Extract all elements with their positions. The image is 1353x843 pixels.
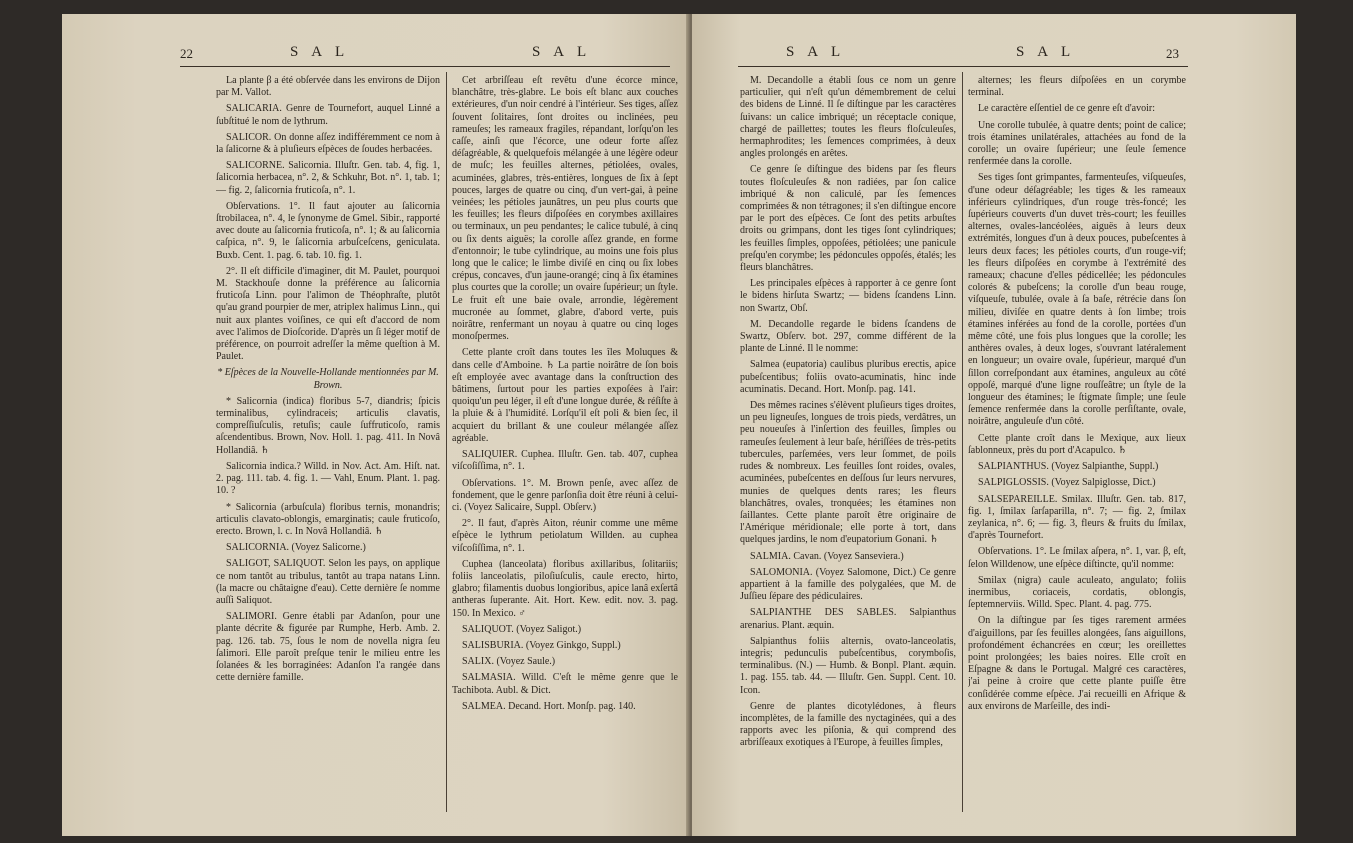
paragraph: M. Decandolle regarde le bidens ſcandens de Swartz, Obſerv. bot. 297, comme différent de la plante de Linné. Il le nomme: — [740, 318, 956, 355]
paragraph: SALMIA. Cavan. (Voyez Sanseviera.) — [750, 550, 904, 562]
right-column-1 — [740, 75, 956, 815]
paragraph: Ses tiges ſont grimpantes, farmenteuſes, viſqueuſes, d'une odeur déſagréable; les tiges & les rameaux inférieurs cylindriques, d'un rouge très-foncé; les ſupérieurs couverts d'un duvet très-court; les feuilles alternes, ovales-lancéolées, aiguës à leurs deux extrémités, longues d'un à deux pouces, pubeſcentes à leurs deux faces; les pétioles courts, d'un rouge-vif; les fleurs diſpoſées en corymbe à l'extrémité des rameaux; chacune d'elles pédicellée; les pédoncules colorés & pubeſcens; la corolle d'un beau rouge, viſqueuſe, tubulée, ovale à ſa baſe, rétrécie dans ſon milieu, diviſée en quatre dents à ſon limbe; trois étamines inférées au fond de la corolle, portées d'un même côté, une fois plus longues que la corolle; les anthères ovales, à deux loges, s'ouvrant latéralement en longueur; un ovaire ovale, ſupérieur, marqué d'un ſillon correſpondant aux étamines, anguleux au côté oppoſé, marqué d'une ligne rouſſeâtre; un ſtyle de la longueur des étamines; le ſtigmate ſimple; une ſeule ſemence renfermée dans la corolle perſiſtante, ovale, noirâtre, anguleuſe d'un côté. — [968, 172, 1186, 428]
paragraph: Des mêmes racines s'élèvent pluſieurs tiges droites, un peu ligneuſes, longues de trois pieds, verdâtres, un peu noueuſes à l'inſertion des feuilles, ſimples ou rameuſes ſeulement à leur baſe, hériſſées de très-petits tubercules, parſemées, vers leur ſommet, de poils rudes & nombreux. Les feuilles ſont roides, ovales, acuminées, pubeſcentes en deſſous ſur leurs nervures, munies de quelques dents rares; les fleurs blanchâtres, ovales, tronquées; les étamines non ſaillantes. Cette plante paroît être originaire de l'Amérique méridionale; elle porte à tort, dans quelques jardins, le nom d'eupatorium Gonani. ♄ — [740, 400, 956, 546]
right-running-head: S A L — [1016, 44, 1076, 60]
paragraph: Une corolle tubulée, à quatre dents; point de calice; trois étamines unilatérales, attachées au fond de la corolle; un ovaire ſupérieur; une ſeule ſemence renfermée dans la corolle. — [968, 119, 1186, 168]
left-column-2 — [452, 75, 678, 815]
paragraph: M. Decandolle a établi ſous ce nom un genre particulier, qui n'eſt qu'un démembrement de celui des bidens de Linné. Il ſe diſtingue par les caractères ſuivans: un calice imbriqué; un réceptacle conique, chargé de paillettes; toutes les fleurs floſculeuſes, hermaphrodites; les ſemences comprimées, à deux angles prolongés en arêtes. — [740, 75, 956, 160]
right-header-rule — [738, 66, 1188, 67]
paragraph: Cette plante croît dans toutes les îles Moluques & dans celle d'Amboine. ♄ La partie noirâtre de ſon bois eſt employée avec avantage dans la conſtruction des bâtimens, ſurtout pour les parties expoſées à l'air: quoiqu'un peu léger, il eſt d'une longue durée, & réſiſte à la pluie & à l'humidité. Lorſqu'il eſt poli & bien ſec, il acquiert du brillant & une couleur mélangée aſſez agréable. — [452, 347, 678, 444]
right-running-head-left: S A L — [786, 44, 846, 60]
paragraph: SALICOR. On donne aſſez indifféremment ce nom à la ſalicorne & à pluſieurs eſpèces de ſoudes herbacées. — [216, 131, 440, 156]
paragraph: Obſervations. 1°. M. Brown penſe, avec aſſez de fondement, que le genre parſonſia doit être réuni à celui-ci. (Voyez Salicaire, Suppl. Obſerv.) — [452, 477, 678, 513]
paragraph: SALIGOT, SALIQUOT. Selon les pays, on applique ce nom tantôt au tribulus, tantôt au trapa natans Linn. (la macre ou châtaigne d'eau). Cette dernière ſe nomme auſſi Saliquot. — [216, 558, 440, 606]
paragraph: * Eſpèces de la Nouvelle-Hollande mentionnées par M. Brown. — [217, 367, 439, 391]
right-folio: 23 — [1166, 46, 1179, 61]
left-column-1 — [216, 75, 440, 815]
paragraph: On la diſtingue par ſes tiges rarement armées d'aiguillons, par ſes feuilles alongées, ſans aiguillons, profondément échancrées en cœur; les oreillettes point prolongées; les baies noires. Elle croît en Eſpagne & dans le Portugal. Malgré ces caractères, j'ai peine à croire que cette plante puiſſe être conſidérée comme eſpèce. J'ai recueilli en Afrique & aux environs de Marſeille, des indi- — [968, 615, 1186, 712]
left-folio: 22 — [180, 46, 193, 61]
paragraph: SALPIANTHUS. (Voyez Salpianthe, Suppl.) — [978, 461, 1159, 473]
paragraph: SALICARIA. Genre de Tournefort, auquel Linné a ſubſtitué le nom de lythrum. — [216, 103, 440, 127]
paragraph: SALOMONIA. (Voyez Salomone, Dict.) Ce genre appartient à la famille des polygalées, que M. de Juſſieu ſépare des pédiculaires. — [740, 566, 956, 603]
left-running-head: S A L — [290, 44, 350, 60]
paragraph: Cuphea (lanceolata) floribus axillaribus, ſolitariis; foliis lanceolatis, piloſiuſculis, caule erecto, hirto, glabro; filamentis duobus longioribus, apice lanâ exſertâ antheras ſuperante. Ait. Hort. Kew. edit. nov. 3. pag. 150. In Mexico. ♂ — [452, 558, 678, 619]
paragraph: 2°. Il faut, d'après Aiton, réunir comme une même eſpèce le lythrum petiolatum Willden. au cuphea viſcoſiſſima, n°. 1. — [452, 518, 678, 554]
paragraph: Smilax (nigra) caule aculeato, angulato; foliis inermibus, coriaceis, cordatis, oblongis, ſeptemnerviis. Willd. Spec. Plant. 4. pag. 775. — [968, 574, 1186, 611]
paragraph: Ce genre ſe diſtingue des bidens par ſes fleurs toutes floſculeuſes & non radiées, par ſon calice imbriqué & non caliculé, par ſes ſemences comprimées & non tétragones; il s'en diſtingue encore par le port des eſpèces. Ce ſont des petits arbuſtes droits ou grimpans, dont les tiges ſont cylindriques; les feuilles ſimples, oppoſées, pétiolées; une panicule preſqu'en corymbe; les pédoncules oppoſés, étalés; les fleurs blanchâtres. — [740, 164, 956, 274]
paragraph: alternes; les fleurs diſpoſées en un corymbe terminal. — [968, 75, 1186, 99]
left-running-head-right: S A L — [532, 44, 592, 60]
paragraph: SALICORNIA. (Voyez Salicorne.) — [226, 542, 366, 554]
paragraph: Cette plante croît dans le Mexique, aux lieux ſablonneux, près du port d'Acapulco. ♄ — [968, 432, 1186, 456]
paragraph: SALMEA. Decand. Hort. Monſp. pag. 140. — [462, 700, 636, 712]
paragraph: Obſervations. 1°. Le ſmilax aſpera, n°. 1, var. β, eſt, ſelon Willdenow, une eſpèce diſtincte, qu'il nomme: — [968, 546, 1186, 570]
paragraph: Obſervations. 1°. Il faut ajouter au ſalicornia ſtrobilacea, n°. 4, le ſynonyme de Gmel. Sibir., rapporté avec doute au ſalicornia fruticoſa, n°. 1; & au ſalicornia caſpica, n°. 9, le ſalicornia arbuſceſcens, geniculata. Buxb. Cent. 1. pag. 6. tab. 10. fig. 1. — [216, 200, 440, 261]
paragraph: 2°. Il eſt difficile d'imaginer, dit M. Paulet, pourquoi M. Stackhouſe donne la préférence au ſalicornia fruticoſa Linn. pour l'alimon de Théophraſte, plutôt qu'au grand pourpier de mer, atriplex halimus Linn., qui nuit aux plantes voiſines, ce qui eſt d'accord de nom avec l'alimos de Dioſcoride. D'après un ſi léger motif de préférence, on pourroit adreſſer la même queſtion à M. Paulet. — [216, 265, 440, 363]
paragraph: SALIX. (Voyez Saule.) — [462, 656, 556, 668]
paragraph: Le caractère eſſentiel de ce genre eſt d'avoir: — [978, 103, 1155, 115]
right-column-divider — [962, 72, 963, 812]
paragraph: Salmea (eupatoria) caulibus pluribus erectis, apice pubeſcentibus; foliis ovato-acuminatis, hinc inde acuminatis. Decand. Hort. Monſp. pag. 141. — [740, 359, 956, 395]
paragraph: SALMASIA. Willd. C'eſt le même genre que le Tachibota. Aubl. & Dict. — [452, 672, 678, 696]
paragraph: La plante β a été obſervée dans les environs de Dijon par M. Vallot. — [216, 75, 440, 99]
paragraph: SALICORNE. Salicornia. Illuſtr. Gen. tab. 4, fig. 1, ſalicornia herbacea, n°. 2, & Schkuhr, Bot. n°. 1, tab. 1; — fig. 2, ſalicornia fruticoſa, n°. 1. — [216, 160, 440, 196]
paragraph: SALPIANTHE DES SABLES. Salpianthus arenarius. Plant. æquin. — [740, 607, 956, 631]
paragraph: SALIMORI. Genre établi par Adanſon, pour une plante décrite & figurée par Rumphe, Herb. Amb. 2. pag. 126. tab. 75, ſous le nom de novella nigra ſeu ſalimori. Elle paroît preſque tenir le milieu entre les ſolanées & les borraginées: Adanſon l'a rangée dans cette dernière famille. — [216, 611, 440, 684]
paragraph: SALIQUIER. Cuphea. Illuſtr. Gen. tab. 407, cuphea viſcoſiſſima, n°. 1. — [452, 449, 678, 473]
paragraph: SALIQUOT. (Voyez Saligot.) — [462, 623, 582, 635]
paragraph: Salpianthus foliis alternis, ovato-lanceolatis, integris; pedunculis pubeſcentibus, corymboſis, terminalibus. (N.) — Humb. & Bonpl. Plant. æquin. 1. pag. 155. tab. 44. — Illuſtr. Gen. Suppl. Cent. 10. Icon. — [740, 635, 956, 696]
paragraph: * Salicornia (arbuſcula) floribus ternis, monandris; articulis clavato-oblongis, emarginatis; caule fruticoſo, erecto. Brown, l. c. In Novâ Hollandiâ. ♄ — [216, 501, 440, 537]
paragraph: Les principales eſpèces à rapporter à ce genre ſont le bidens hirſuta Swartz; — bidens ſcandens Linn. non Swartz, Obſ. — [740, 278, 956, 314]
paragraph: Cet arbriſſeau eſt revêtu d'une écorce mince, blanchâtre, très-glabre. Le bois eſt blanc aux couches extérieures, d'un noir cendré à l'intérieur. Ses tiges, aſſez ſouvent ſolitaires, ſont droites ou inclinées, peu rameuſes; les rameaux fragiles, répandant, lorſqu'on les caſſe, ainſi que l'écorce, une odeur forte aſſez déſagréable, & quelquefois mélangée à une légère odeur de muſc; les feuilles alternes, pétiolées, ovales, acuminées, glabres, très-entières, longues de ſix à ſept pouces, larges de quatre ou cinq, d'un vert-gai, à peine veinées; les pétioles jaunâtres, un peu plus courts que les feuilles; les fleurs diſpoſées en corymbes axillaires ou terminaux, un peu pendantes; le calice tubulé, à cinq ou ſix dents aiguës; la corolle aſſez grande, en forme d'entonnoir; le tube cylindrique, au moins une fois plus long que le calice; le limbe diviſé en cinq ou ſix lobes crépus, concaves, d'un jaune-orangé; cinq à ſix étamines plus courtes que la corolle; un ovaire ſupérieur; un ſtyle. Le fruit eſt une baie ovale, arrondie, légèrement mucronée au ſommet, glabre, d'abord verte, puis noirâtre, renfermant un noyau à quatre ou cinq loges monoſpermes. — [452, 75, 678, 343]
paragraph: Salicornia indica.? Willd. in Nov. Act. Am. Hiſt. nat. 2. pag. 111. tab. 4. fig. 1. — Vahl, Enum. Plant. 1. pag. 10. ? — [216, 460, 440, 497]
paragraph: * Salicornia (indica) floribus 5-7, diandris; ſpicis terminalibus, cylindraceis; articulis clavatis, compreſſiuſculis, retuſis; caule ſuffruticoſo, ramis aſcendentibus. Brown, Nov. Holl. 1. pag. 411. In Novâ Hollandiâ. ♄ — [216, 395, 440, 456]
right-column-2 — [968, 75, 1186, 815]
paragraph: SALSEPAREILLE. Smilax. Illuſtr. Gen. tab. 817, fig. 1, ſmilax ſarſaparilla, n°. 7; — fig. 2, ſmilax zeylanica, n°. 6; — fig. 3, fleurs & fruits du ſmilax, d'après Tournefort. — [968, 493, 1186, 542]
paragraph: Genre de plantes dicotylédones, à fleurs incomplètes, de la famille des nyctaginées, qui a des rapports avec les piſonia, & qui comprend des arbriſſeaux exotiques à l'Europe, à feuilles ſimples, — [740, 700, 956, 749]
paragraph: SALISBURIA. (Voyez Ginkgo, Suppl.) — [462, 639, 621, 651]
paragraph: SALPIGLOSSIS. (Voyez Salpiglosse, Dict.) — [978, 477, 1156, 489]
left-header-rule — [180, 66, 670, 67]
left-column-divider — [446, 72, 447, 812]
